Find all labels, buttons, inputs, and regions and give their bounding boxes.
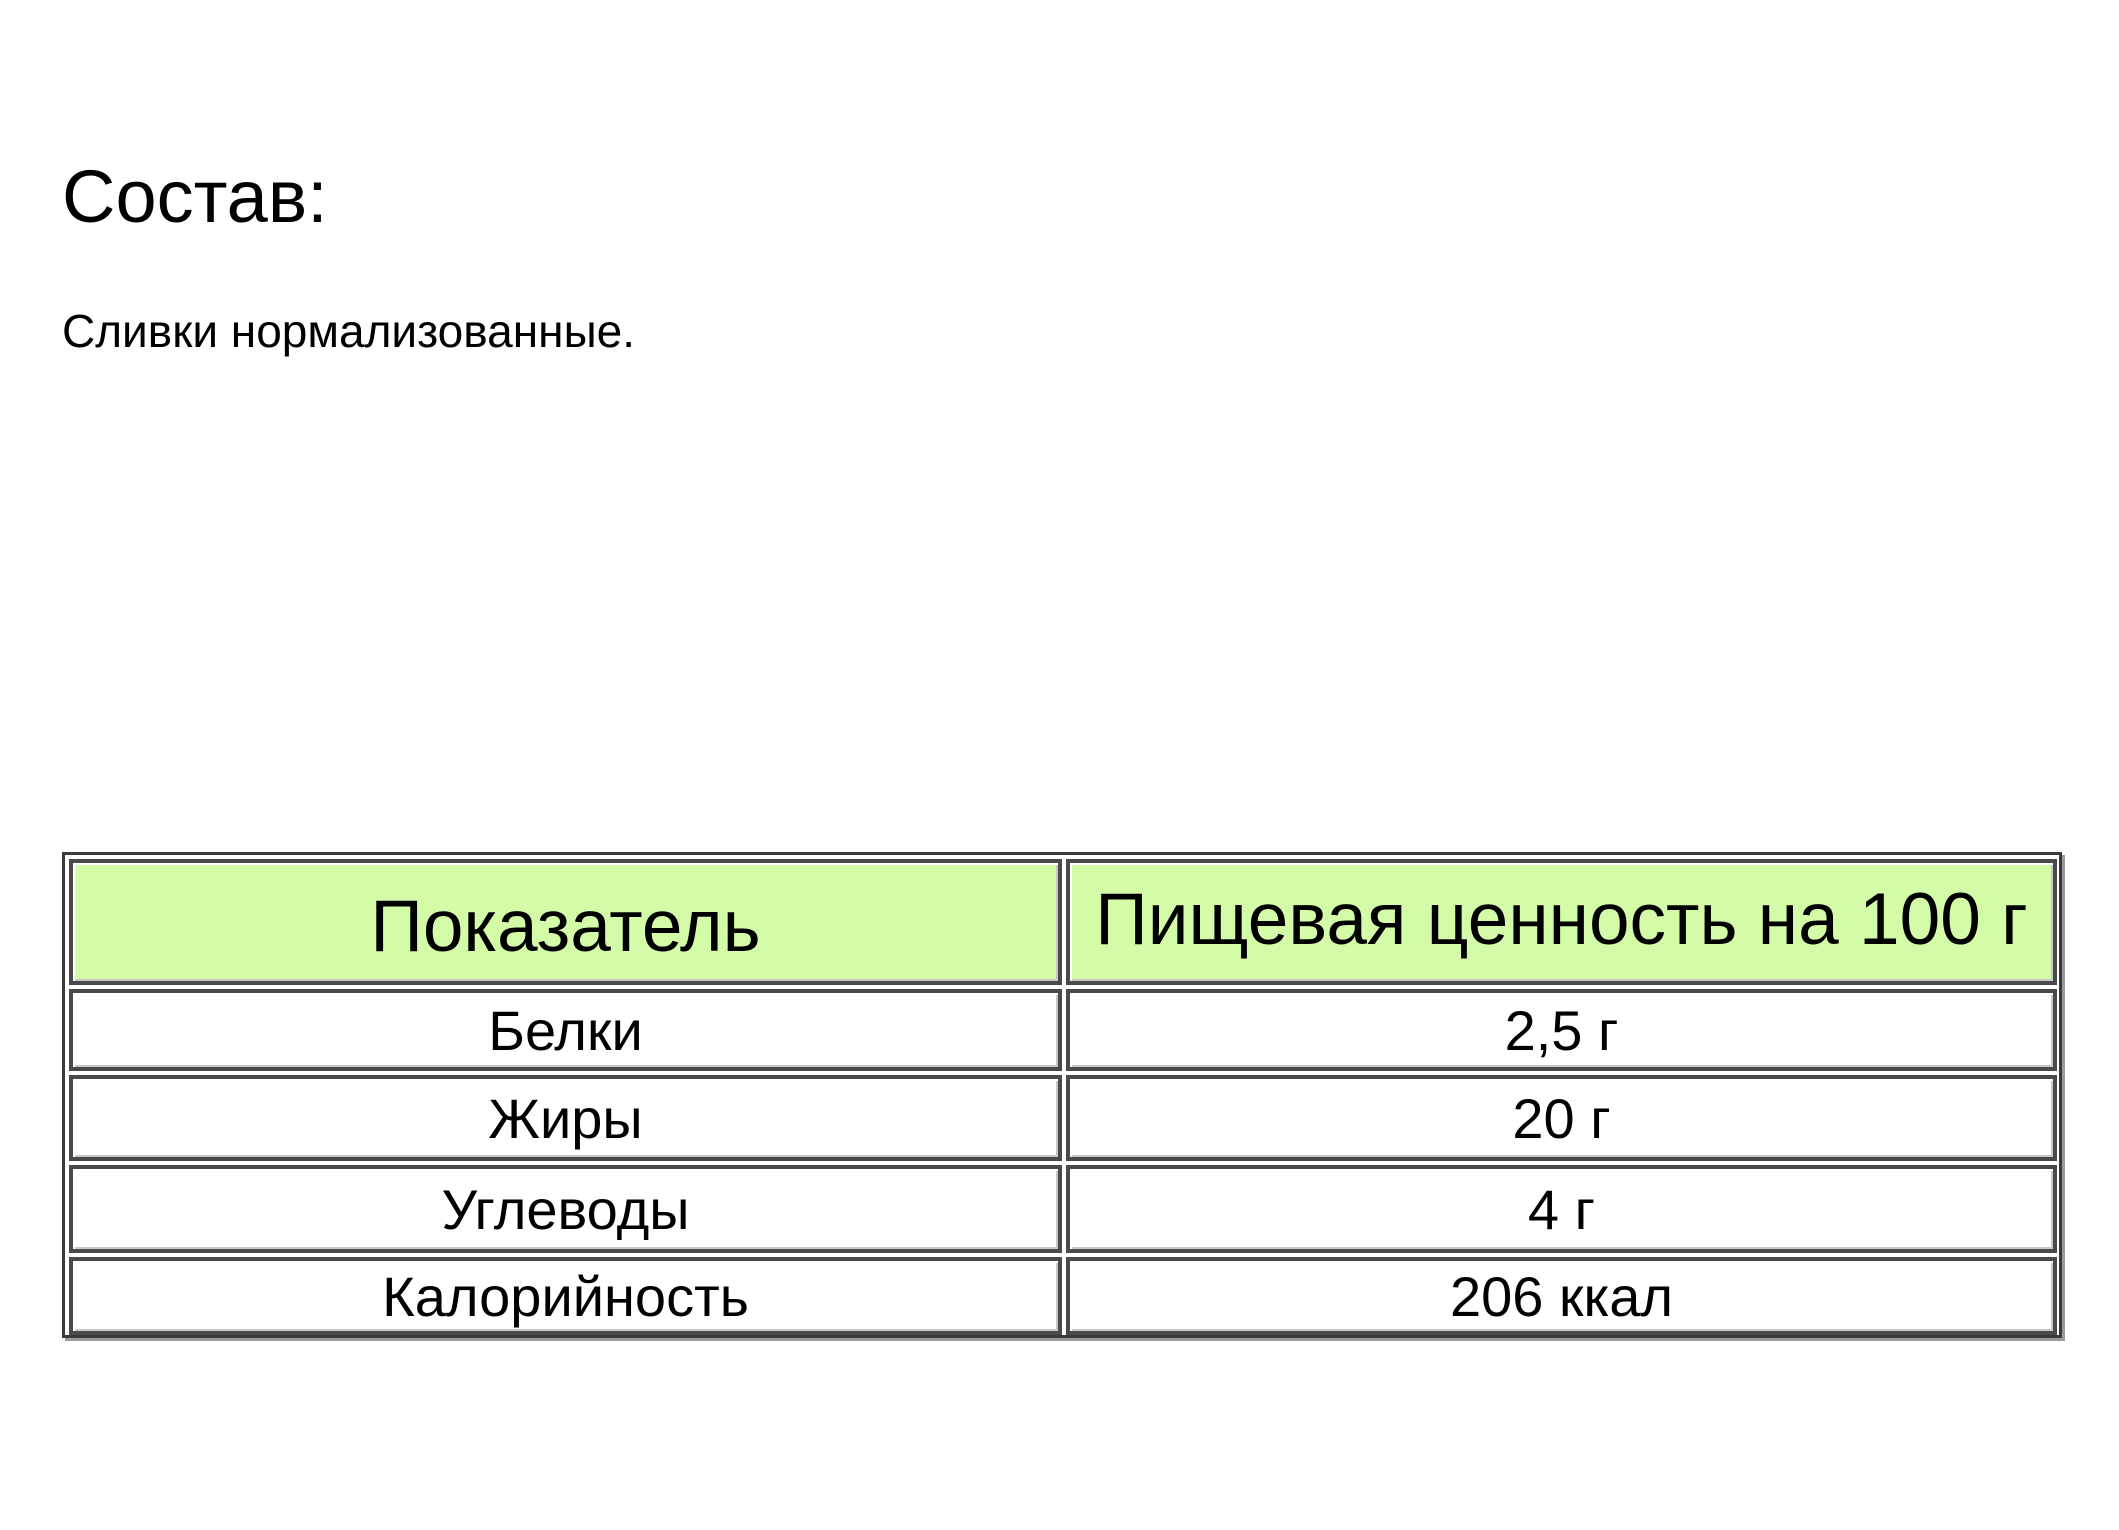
composition-text: Сливки нормализованные. xyxy=(62,305,636,357)
row-fat-value: 20 г xyxy=(1066,1075,2057,1161)
row-protein-value: 2,5 г xyxy=(1066,989,2057,1071)
header-nutritional-value: Пищевая ценность на 100 г xyxy=(1066,859,2057,985)
row-calories-label: Калорийность xyxy=(69,1257,1062,1335)
section-heading: Состав: xyxy=(62,155,328,238)
row-fat-label: Жиры xyxy=(69,1075,1062,1161)
row-carbohydrates-value: 4 г xyxy=(1066,1165,2057,1253)
row-calories-value: 206 ккал xyxy=(1066,1257,2057,1335)
row-carbohydrates-label: Углеводы xyxy=(69,1165,1062,1253)
header-indicator: Показатель xyxy=(69,859,1062,985)
row-protein-label: Белки xyxy=(69,989,1062,1071)
nutrition-table xyxy=(62,852,2062,1338)
